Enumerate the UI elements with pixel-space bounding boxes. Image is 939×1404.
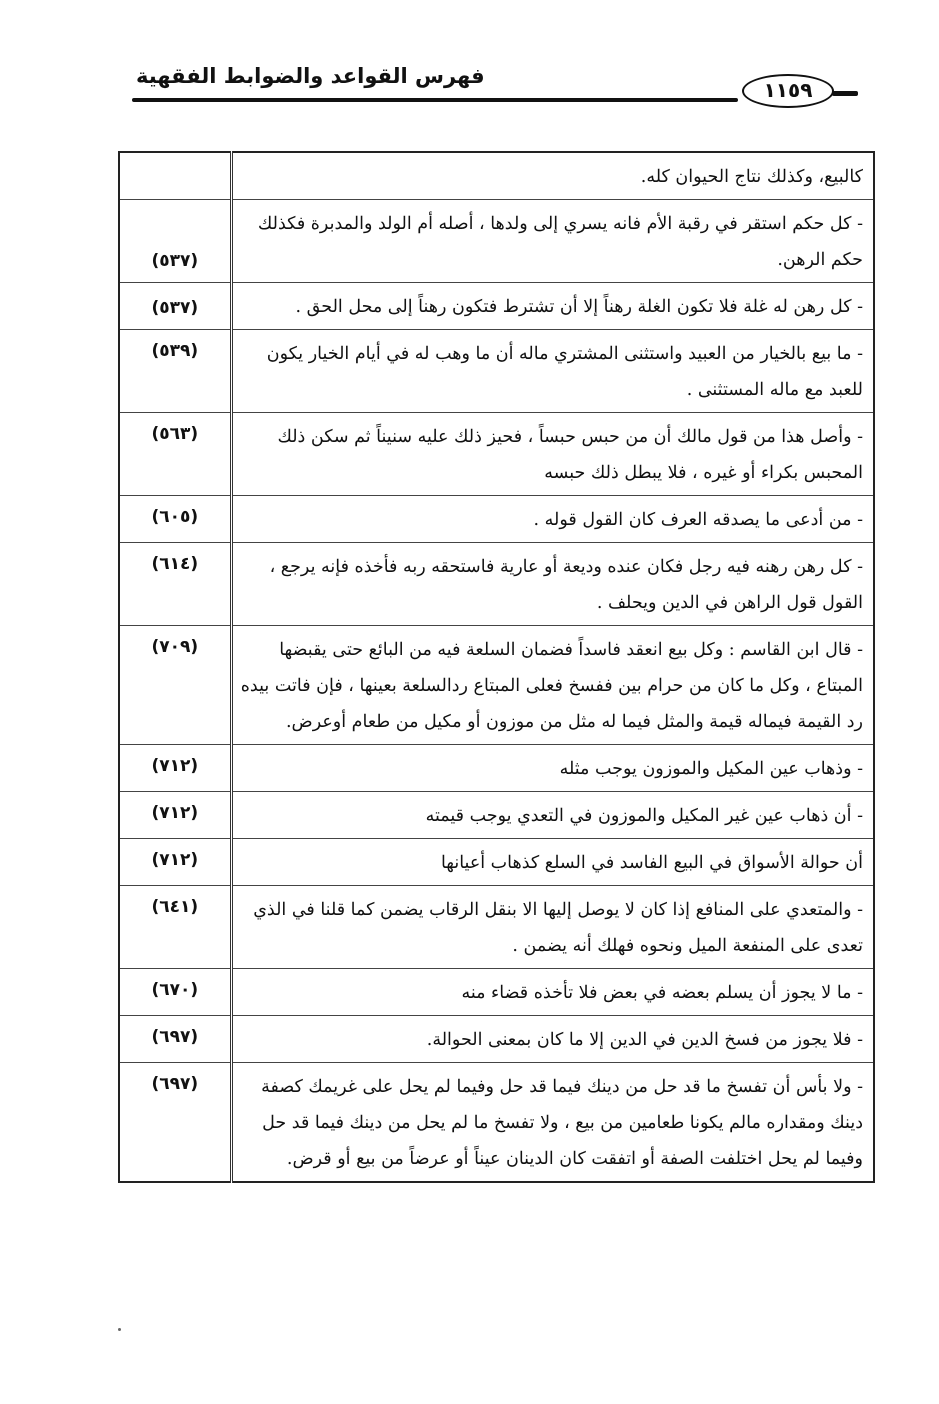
rule-text: - فلا يجوز من فسخ الدين في الدين إلا ما كان بمعنى الحوالة.: [231, 1016, 874, 1063]
rule-text: أن حوالة الأسواق في البيع الفاسد في السلع كذهاب أعيانها: [231, 839, 874, 886]
rule-text: - ما لا يجوز أن يسلم بعضه في بعض فلا تأخذه قضاء منه: [231, 969, 874, 1016]
rule-text: - أن ذهاب عين غير المكيل والموزون في التعدي يوجب قيمته: [231, 792, 874, 839]
page-number-ornament: [832, 91, 858, 96]
running-title: فهرس القواعد والضوابط الفقهية: [136, 64, 485, 88]
rule-text: كالبيع، وكذلك نتاج الحيوان كله.: [231, 152, 874, 200]
page-reference: (٦٩٧): [151, 1027, 199, 1047]
table-row: [119, 496, 874, 543]
rule-text: - ما بيع بالخيار من العبيد واستثنى المشتري ماله أن ما وهب له في أيام الخيار يكون للعبد مع ماله المستثنى .: [231, 330, 874, 413]
table-row: [119, 745, 874, 792]
table-row: [119, 283, 874, 330]
rules-index-table: [118, 151, 875, 1183]
page-reference: (٥٣٧): [151, 298, 199, 318]
rule-text: - كل رهن له غلة فلا تكون الغلة رهناً إلا أن تشترط فتكون رهناً إلى محل الحق .: [231, 283, 874, 330]
page-reference: [119, 152, 231, 200]
rule-text: - والمتعدي على المنافع إذا كان لا يوصل إليها الا بنقل الرقاب يضمن كما قلنا في الذي تعدى على المنفعة الميل ونحوه فهلك أنه يضمن .: [231, 886, 874, 969]
page-reference: (٧١٢): [151, 850, 199, 870]
page-reference: (٧١٢): [151, 756, 199, 776]
table-row: [119, 1063, 874, 1183]
header-rule: [132, 98, 738, 102]
rule-text: - من أدعى ما يصدقه العرف كان القول قوله .: [231, 496, 874, 543]
rule-text: - وذهاب عين المكيل والموزون يوجب مثله: [231, 745, 874, 792]
page-number: ١١٥٩: [742, 74, 834, 108]
table-row: [119, 1016, 874, 1063]
page-reference: (٥٣٩): [151, 341, 199, 361]
table-row: [119, 200, 874, 283]
page-reference: (٥٣٧): [151, 251, 199, 271]
rule-text: - وأصل هذا من قول مالك أن من حبس حبساً ، فحيز ذلك عليه سنيناً ثم سكن ذلك المحبس بكراء أو غيره ، فلا يبطل ذلك حبسه: [231, 413, 874, 496]
table-row: [119, 969, 874, 1016]
page-reference: (٦١٤): [151, 554, 199, 574]
table-row: [119, 543, 874, 626]
table-row: [119, 330, 874, 413]
table-row: [119, 792, 874, 839]
page-reference: (٧٠٩): [151, 637, 199, 657]
page-reference: (٦٧٠): [151, 980, 199, 1000]
page-reference: (٦٩٧): [151, 1074, 199, 1094]
rule-text: - كل حكم استقر في رقبة الأم فانه يسري إلى ولدها ، أصله أم الولد والمدبرة فكذلك حكم الرهن.: [231, 200, 874, 283]
table-row: [119, 413, 874, 496]
scan-speck: [118, 1328, 121, 1331]
page-reference: (٥٦٣): [151, 424, 199, 444]
table-row: [119, 626, 874, 745]
rule-text: - ولا بأس أن تفسخ ما قد حل من دينك فيما قد حل وفيما لم يحل على غريمك كصفة دينك ومقداره مالم يكونا طعامين من بيع ، ولا تفسخ ما لم يحل من دينك فيما قد حل وفيما لم يحل اختلفت الصفة أو اتفقت كان الدينان عيناً أو عرضاً من بيع أو قرض.: [231, 1063, 874, 1183]
table-row: [119, 152, 874, 200]
page-header: [118, 62, 858, 110]
rule-text: - قال ابن القاسم : وكل بيع انعقد فاسداً فضمان السلعة فيه من البائع حتى يقبضها المبتاع ، وكل ما كان من حرام بين ففسخ فعلى المبتاع ردالسلعة بعينها ، فإن فاتت بيده رد القيمة فيماله قيمة والمثل فيما له مثل من موزون أو مكيل من طعام أوعرض.: [231, 626, 874, 745]
page-reference: (٦٤١): [151, 897, 199, 917]
table-row: [119, 886, 874, 969]
page-reference: (٦٠٥): [151, 507, 199, 527]
page-reference: (٧١٢): [151, 803, 199, 823]
table-row: [119, 839, 874, 886]
rule-text: - كل رهن رهنه فيه رجل فكان عنده وديعة أو عارية فاستحقه ربه فأخذه فإنه يرجع ، القول قول الراهن في الدين ويحلف .: [231, 543, 874, 626]
